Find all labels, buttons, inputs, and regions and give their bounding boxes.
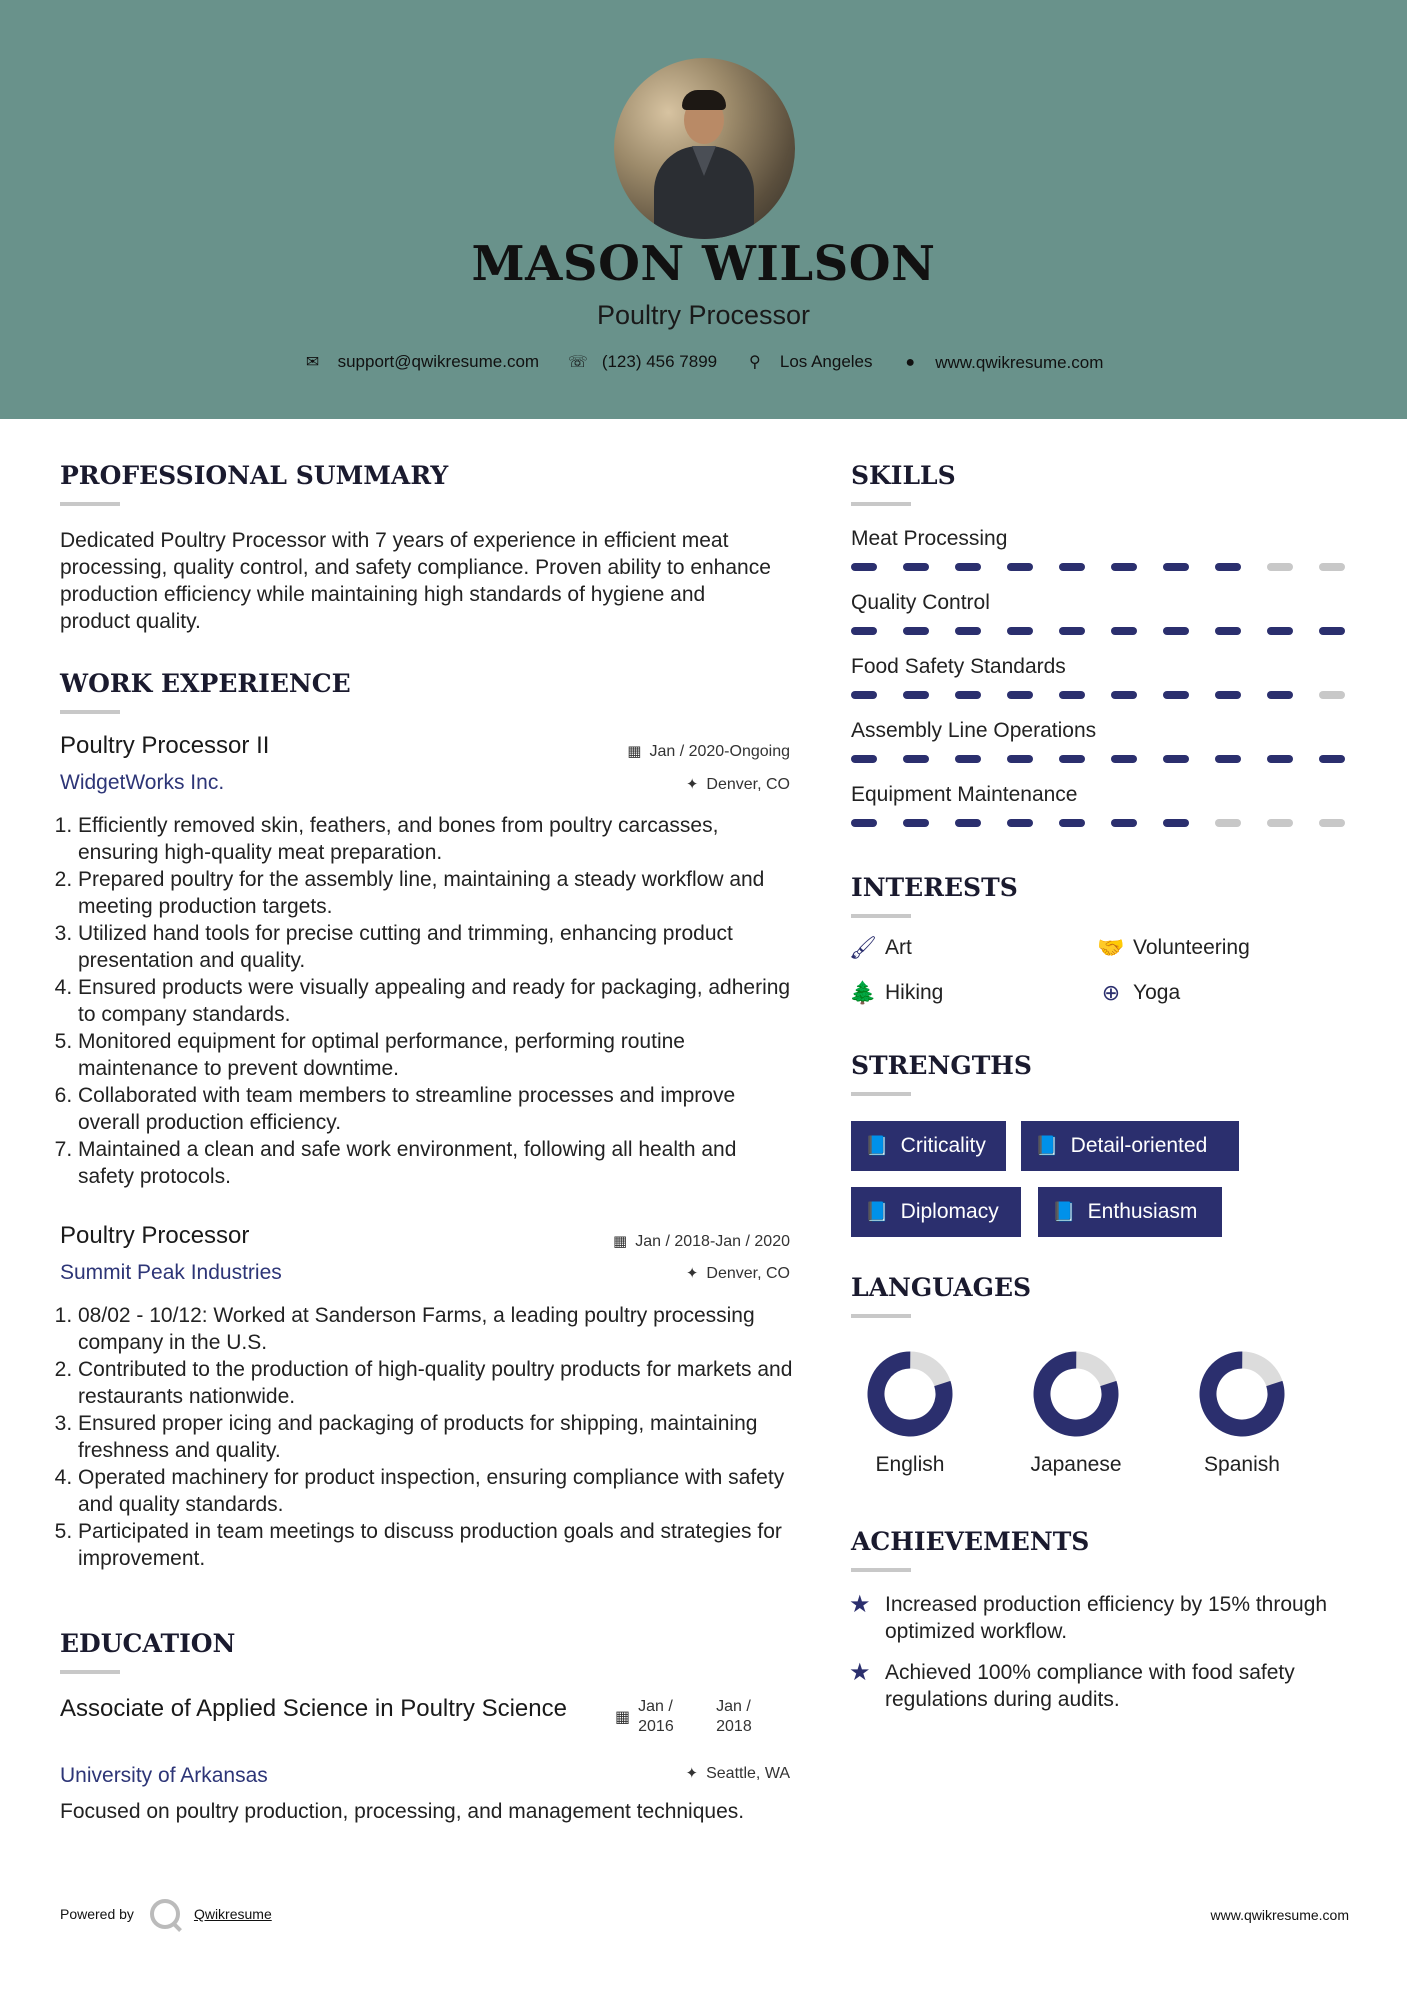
section-divider — [60, 502, 120, 506]
list-item: 2. Contributed to the production of high-quality poultry products for markets and restaurants nationwide. — [78, 1356, 798, 1410]
skill-rating-dash — [1215, 691, 1241, 699]
skill-rating — [851, 563, 1345, 571]
pin-icon: ✦ — [685, 1765, 699, 1782]
skill-rating — [851, 819, 1345, 827]
avatar — [614, 58, 795, 239]
skill-rating-dash — [1319, 819, 1345, 827]
job-title: Poultry Processor — [60, 1222, 250, 1249]
job-duties — [58, 812, 798, 1190]
book-icon: 📘 — [1035, 1136, 1059, 1157]
education-dates: ▦ Jan / 2016 Jan / 2018 — [615, 1698, 752, 1735]
contact-phone[interactable]: (123) 456 7899 — [601, 352, 718, 371]
language-level-ring — [867, 1351, 953, 1437]
section-divider — [60, 1670, 120, 1674]
skill-rating-dash — [955, 819, 981, 827]
list-item: 4. Operated machinery for product inspection, ensuring compliance with safety and quality standards. — [78, 1464, 798, 1518]
strength-tag: 📘 Diplomacy — [851, 1187, 1021, 1237]
pin-icon: ✦ — [685, 776, 699, 793]
skill-rating-dash — [955, 691, 981, 699]
skill-rating-dash — [1059, 819, 1085, 827]
interest-item: 🤝 Volunteering — [1097, 935, 1250, 960]
footer-brand-link[interactable]: Qwikresume — [193, 1906, 272, 1922]
achievement-item: ★ Achieved 100% compliance with food safety regulations during audits. — [849, 1659, 1295, 1711]
language-item: Spanish — [1172, 1351, 1312, 1477]
job-company: WidgetWorks Inc. — [60, 771, 225, 794]
strength-tag: 📘 Enthusiasm — [1038, 1187, 1222, 1237]
phone-icon: ☏ — [567, 354, 588, 371]
skill-rating-dash — [851, 563, 877, 571]
tree-icon: 🌲 — [849, 980, 877, 1005]
skill-rating-dash — [1319, 755, 1345, 763]
interests-heading: INTERESTS — [851, 873, 1018, 902]
language-item: Japanese — [1006, 1351, 1146, 1477]
pin-icon: ✦ — [685, 1265, 699, 1282]
skill-rating-dash — [1215, 627, 1241, 635]
skill-label: Quality Control — [851, 591, 990, 614]
candidate-title: Poultry Processor — [596, 300, 811, 330]
skill-rating-dash — [1163, 627, 1189, 635]
candidate-name: MASON WILSON — [471, 236, 936, 292]
skill-label: Equipment Maintenance — [851, 783, 1078, 806]
strength-tag: 📘 Criticality — [851, 1121, 1006, 1171]
skill-rating-dash — [903, 819, 929, 827]
skill-rating-dash — [955, 627, 981, 635]
skill-rating-dash — [955, 563, 981, 571]
language-level-ring — [1033, 1351, 1119, 1437]
contact-location: Los Angeles — [779, 352, 873, 371]
skill-rating-dash — [1111, 755, 1137, 763]
skill-rating-dash — [1007, 755, 1033, 763]
strengths-heading: STRENGTHS — [851, 1051, 1032, 1080]
strength-tag: 📘 Detail-oriented — [1021, 1121, 1239, 1171]
job-location: ✦ Denver, CO — [685, 776, 790, 793]
skill-rating-dash — [903, 627, 929, 635]
skill-label: Assembly Line Operations — [851, 719, 1097, 742]
skill-rating-dash — [955, 755, 981, 763]
skill-rating-dash — [1319, 627, 1345, 635]
map-pin-icon: ⚲ — [749, 354, 761, 371]
skill-rating-dash — [1215, 563, 1241, 571]
skill-rating-dash — [1059, 563, 1085, 571]
skill-rating-dash — [1059, 691, 1085, 699]
list-item: 5. Monitored equipment for optimal performance, performing routine maintenance to prevent downtime. — [78, 1028, 798, 1082]
section-divider — [60, 710, 120, 714]
section-divider — [851, 1092, 911, 1096]
job-dates: ▦ Jan / 2018-Jan / 2020 — [613, 1233, 790, 1250]
brush-icon: 🖌 — [849, 935, 877, 960]
skill-rating-dash — [1007, 819, 1033, 827]
degree-title: Associate of Applied Science in Poultry Science — [60, 1695, 567, 1722]
skill-rating-dash — [1163, 755, 1189, 763]
skill-rating-dash — [1267, 755, 1293, 763]
section-divider — [851, 1314, 911, 1318]
education-location: ✦ Seattle, WA — [685, 1765, 790, 1782]
skill-rating-dash — [1267, 819, 1293, 827]
skill-rating-dash — [1059, 755, 1085, 763]
skill-rating-dash — [1163, 691, 1189, 699]
skill-label: Food Safety Standards — [851, 655, 1066, 678]
skill-rating-dash — [1267, 627, 1293, 635]
footer-website-link[interactable]: www.qwikresume.com — [1210, 1907, 1349, 1923]
skill-rating-dash — [1059, 627, 1085, 635]
skill-rating-dash — [903, 755, 929, 763]
skill-rating-dash — [851, 819, 877, 827]
star-icon: ★ — [849, 1591, 871, 1618]
skill-rating-dash — [903, 563, 929, 571]
list-item: 6. Collaborated with team members to streamline processes and improve overall production efficiency. — [78, 1082, 798, 1136]
section-divider — [851, 914, 911, 918]
language-item: English — [840, 1351, 980, 1477]
skill-rating-dash — [1319, 691, 1345, 699]
job-location: ✦ Denver, CO — [685, 1265, 790, 1282]
skill-rating-dash — [1163, 563, 1189, 571]
book-icon: 📘 — [865, 1136, 889, 1157]
skill-rating-dash — [1007, 627, 1033, 635]
skill-rating-dash — [903, 691, 929, 699]
book-icon: 📘 — [1052, 1202, 1076, 1223]
job-title: Poultry Processor II — [60, 732, 270, 759]
achievements-heading: ACHIEVEMENTS — [851, 1527, 1090, 1556]
calendar-icon: ▦ — [615, 1709, 631, 1726]
qwikresume-logo-icon — [150, 1899, 180, 1929]
skill-rating-dash — [1267, 563, 1293, 571]
list-item: 5. Participated in team meetings to discuss production goals and strategies for improvement. — [78, 1518, 798, 1572]
skill-rating — [851, 691, 1345, 699]
summary-heading: PROFESSIONAL SUMMARY — [60, 461, 449, 490]
star-icon: ★ — [849, 1659, 871, 1686]
skill-rating-dash — [1215, 755, 1241, 763]
calendar-icon: ▦ — [627, 743, 642, 760]
contact-bar — [0, 352, 1407, 373]
interest-item: 🌲 Hiking — [849, 980, 944, 1005]
education-description: Focused on poultry production, processing, and management techniques. — [60, 1800, 745, 1823]
list-item: 4. Ensured products were visually appealing and ready for packaging, adhering to company standards. — [78, 974, 798, 1028]
list-item: 1. Efficiently removed skin, feathers, and bones from poultry carcasses, ensuring high-quality meat preparation. — [78, 812, 798, 866]
contact-website[interactable]: www.qwikresume.com — [935, 353, 1104, 372]
languages-heading: LANGUAGES — [851, 1273, 1032, 1302]
skills-heading: SKILLS — [851, 461, 956, 490]
list-item: 3. Utilized hand tools for precise cutting and trimming, enhancing product presentation and quality. — [78, 920, 798, 974]
skill-rating-dash — [851, 755, 877, 763]
list-item: 2. Prepared poultry for the assembly line, maintaining a steady workflow and meeting production targets. — [78, 866, 798, 920]
skill-rating-dash — [1267, 691, 1293, 699]
handshake-icon: 🤝 — [1097, 935, 1125, 960]
list-item: 7. Maintained a clean and safe work environment, following all health and safety protocols. — [78, 1136, 798, 1190]
contact-email[interactable]: support@qwikresume.com — [337, 352, 540, 371]
job-company: Summit Peak Industries — [60, 1261, 282, 1284]
skill-rating-dash — [1163, 819, 1189, 827]
list-item: 1. 08/02 - 10/12: Worked at Sanderson Farms, a leading poultry processing company in the U.S. — [78, 1302, 798, 1356]
language-level-ring — [1199, 1351, 1285, 1437]
skill-rating — [851, 627, 1345, 635]
interest-item: ⊕ Yoga — [1097, 980, 1180, 1006]
skill-rating-dash — [851, 627, 877, 635]
skill-rating-dash — [1319, 563, 1345, 571]
skill-rating-dash — [1111, 563, 1137, 571]
summary-text: Dedicated Poultry Processor with 7 years of experience in efficient meat processing, quality control, and safety compliance. Proven ability to enhance production efficiency while maintaining high standards of hygiene and product quality. — [60, 529, 771, 633]
list-item: 3. Ensured proper icing and packaging of products for shipping, maintaining freshness and quality. — [78, 1410, 798, 1464]
globe-icon: ● — [905, 354, 916, 371]
job-dates: ▦ Jan / 2020-Ongoing — [627, 743, 790, 760]
skill-rating — [851, 755, 1345, 763]
school-name: University of Arkansas — [60, 1764, 268, 1787]
experience-heading: WORK EXPERIENCE — [60, 669, 351, 698]
calendar-icon: ▦ — [613, 1233, 628, 1250]
skill-rating-dash — [1111, 627, 1137, 635]
footer-powered-by: Powered by Qwikresume — [60, 1899, 272, 1929]
skill-rating-dash — [1111, 691, 1137, 699]
achievement-item: ★ Increased production efficiency by 15% through optimized workflow. — [849, 1591, 1328, 1643]
interest-item: 🖌 Art — [849, 935, 912, 960]
lifebuoy-icon: ⊕ — [1101, 980, 1121, 1005]
skill-rating-dash — [1215, 819, 1241, 827]
section-divider — [851, 502, 911, 506]
skill-rating-dash — [851, 691, 877, 699]
envelope-icon: ✉ — [305, 354, 320, 371]
skill-label: Meat Processing — [851, 527, 1008, 550]
education-heading: EDUCATION — [60, 1629, 236, 1658]
book-icon: 📘 — [865, 1202, 889, 1223]
skill-rating-dash — [1007, 691, 1033, 699]
skill-rating-dash — [1111, 819, 1137, 827]
skill-rating-dash — [1007, 563, 1033, 571]
section-divider — [851, 1568, 911, 1572]
header — [0, 0, 1407, 419]
job-duties — [58, 1302, 798, 1572]
